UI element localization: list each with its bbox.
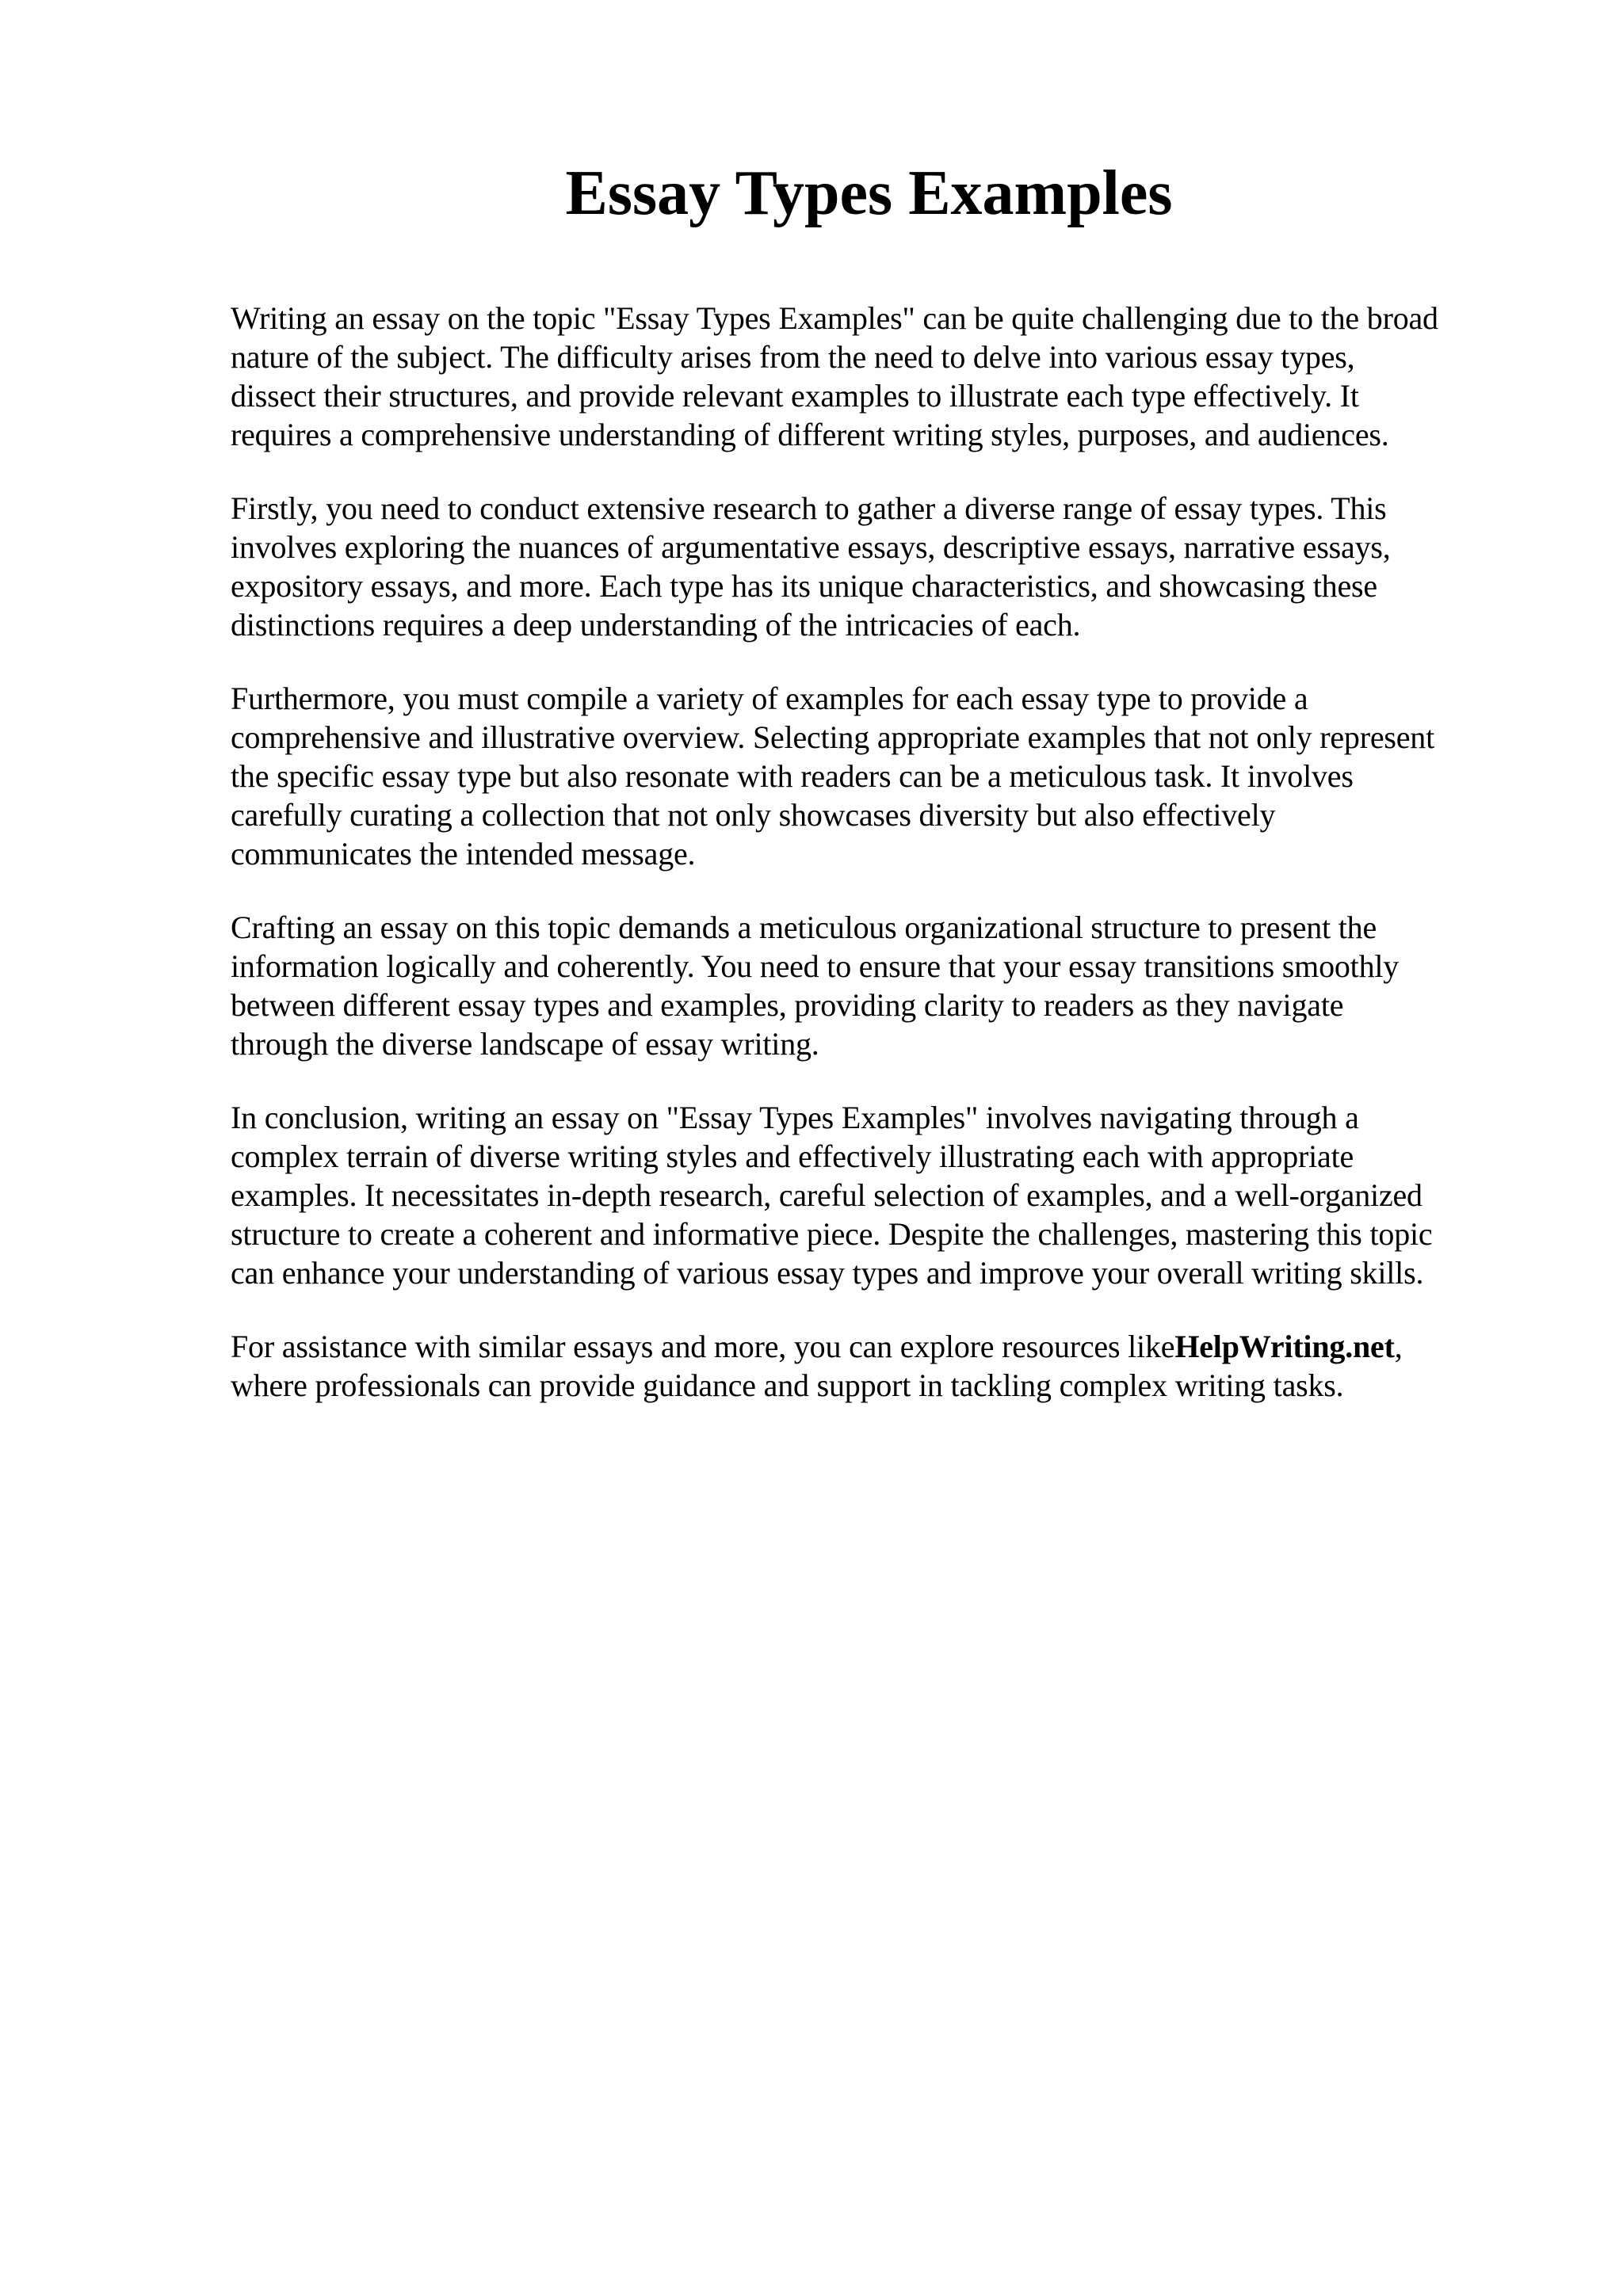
- text-line: complex terrain of diverse writing styles and effectively illustrating each with appropriate: [231, 1138, 1354, 1174]
- text-line: requires a comprehensive understanding of different writing styles, purposes, and audiences.: [231, 417, 1389, 452]
- page-title: Essay Types Examples: [565, 158, 1173, 228]
- paragraph-research: [231, 489, 1514, 644]
- text-line: dissect their structures, and provide relevant examples to illustrate each type effectively. It: [231, 378, 1359, 414]
- text-line: examples. It necessitates in-depth research, careful selection of examples, and a well-organized: [231, 1177, 1423, 1213]
- text-line: nature of the subject. The difficulty arises from the need to delve into various essay types,: [231, 339, 1355, 375]
- brand-link-helpwriting[interactable]: HelpWriting.net: [1174, 1329, 1395, 1364]
- text-line: can enhance your understanding of various essay types and improve your overall writing skills.: [231, 1255, 1424, 1291]
- text-line: structure to create a coherent and informative piece. Despite the challenges, mastering this topic: [231, 1216, 1433, 1252]
- text-line: the specific essay type but also resonate with readers can be a meticulous task. It involves: [231, 758, 1354, 794]
- text-line: communicates the intended message.: [231, 836, 696, 871]
- essay-body: [231, 299, 1514, 1440]
- text-line: Crafting an essay on this topic demands a meticulous organizational structure to present the: [231, 910, 1377, 945]
- text-line: Furthermore, you must compile a variety of examples for each essay type to provide a: [231, 681, 1308, 716]
- text-line: Writing an essay on the topic "Essay Types Examples" can be quite challenging due to the broad: [231, 300, 1438, 336]
- text-line: In conclusion, writing an essay on "Essay Types Examples" involves navigating through a: [231, 1100, 1359, 1135]
- paragraph-conclusion: [231, 1098, 1514, 1292]
- paragraph-examples: [231, 679, 1514, 873]
- text-line: between different essay types and examples, providing clarity to readers as they navigate: [231, 987, 1344, 1023]
- text-line: Firstly, you need to conduct extensive research to gather a diverse range of essay types. This: [231, 490, 1387, 526]
- paragraph-intro: [231, 299, 1514, 454]
- text-line: involves exploring the nuances of argumentative essays, descriptive essays, narrative essays,: [231, 529, 1391, 565]
- text-line: expository essays, and more. Each type has its unique characteristics, and showcasing these: [231, 568, 1377, 604]
- text-line: carefully curating a collection that not only showcases diversity but also effectively: [231, 797, 1276, 833]
- text-line: comprehensive and illustrative overview. Selecting appropriate examples that not only represent: [231, 719, 1435, 755]
- paragraph-closing: [231, 1327, 1514, 1405]
- closing-line-2: where professionals can provide guidance and support in tackling complex writing tasks.: [231, 1367, 1344, 1403]
- closing-suffix: ,: [1394, 1329, 1403, 1364]
- text-line: distinctions requires a deep understanding of the intricacies of each.: [231, 607, 1081, 643]
- closing-line-1: [231, 1327, 1514, 1366]
- text-line: through the diverse landscape of essay writing.: [231, 1026, 819, 1062]
- text-line: information logically and coherently. You need to ensure that your essay transitions smoothly: [231, 948, 1400, 984]
- paragraph-structure: [231, 908, 1514, 1063]
- closing-prefix: For assistance with similar essays and more, you can explore resources like: [231, 1329, 1175, 1364]
